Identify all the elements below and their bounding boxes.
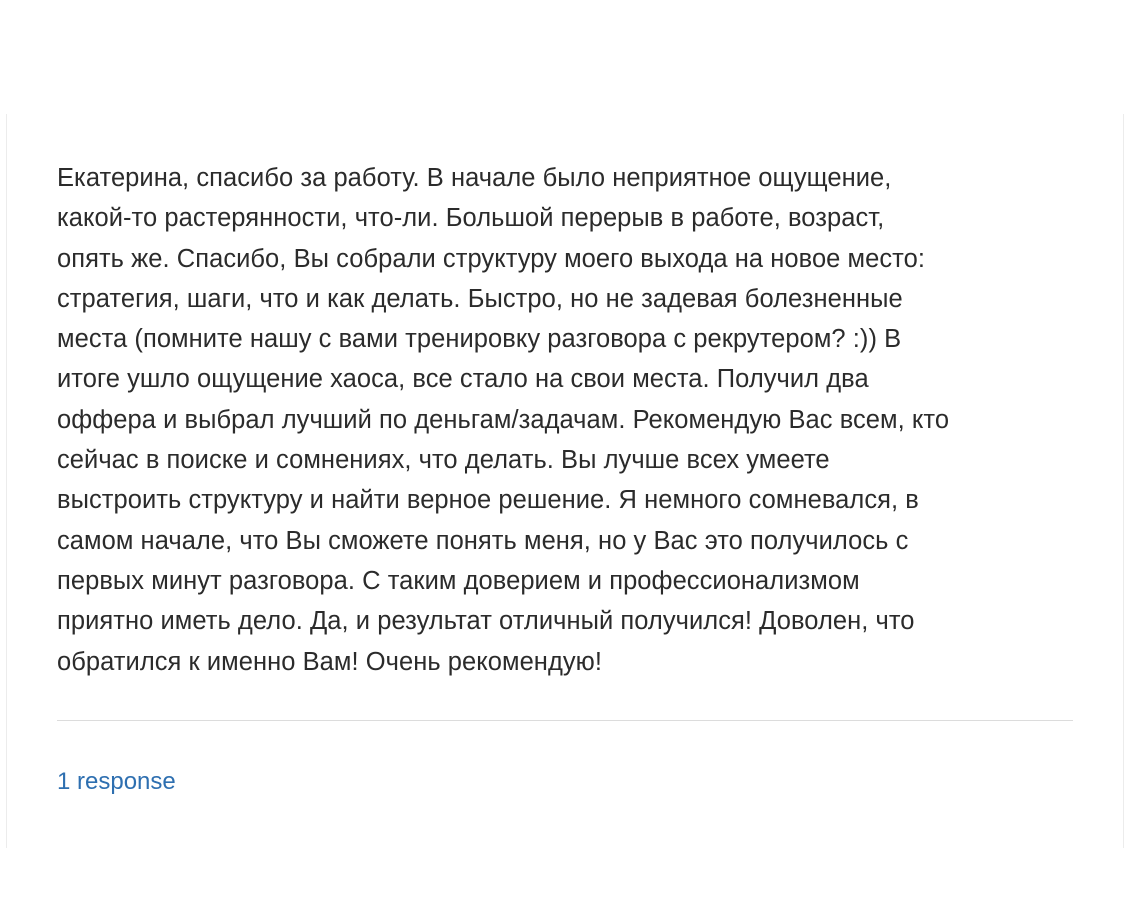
review-text xyxy=(57,158,1097,682)
review-line: обратился к именно Вам! Очень рекомендую! xyxy=(57,647,602,676)
responses-link[interactable]: 1 response xyxy=(57,768,176,795)
review-line: места (помните нашу с вами тренировку разговора с рекрутером? :)) В xyxy=(57,325,902,354)
review-line: какой-то растерянности, что-ли. Большой перерыв в работе, возраст, xyxy=(57,204,885,233)
review-card xyxy=(6,114,1124,848)
review-line: сейчас в поиске и сомнениях, что делать. Вы лучше всех умеете xyxy=(57,446,830,475)
review-line: итоге ушло ощущение хаоса, все стало на свои места. Получил два xyxy=(57,365,869,394)
review-line: выстроить структуру и найти верное решение. Я немного сомневался, в xyxy=(57,486,919,515)
divider xyxy=(57,720,1073,721)
review-line: опять же. Спасибо, Вы собрали структуру моего выхода на новое место: xyxy=(57,244,925,273)
review-line: приятно иметь дело. Да, и результат отличный получился! Доволен, что xyxy=(57,607,915,636)
review-line: самом начале, что Вы сможете понять меня, но у Вас это получилось с xyxy=(57,526,909,555)
review-line: стратегия, шаги, что и как делать. Быстро, но не задевая болезненные xyxy=(57,284,903,313)
review-line: оффера и выбрал лучший по деньгам/задачам. Рекомендую Вас всем, кто xyxy=(57,405,950,434)
review-line: первых минут разговора. С таким доверием и профессионализмом xyxy=(57,566,860,595)
review-line: Екатерина, спасибо за работу. В начале было неприятное ощущение, xyxy=(57,164,892,192)
